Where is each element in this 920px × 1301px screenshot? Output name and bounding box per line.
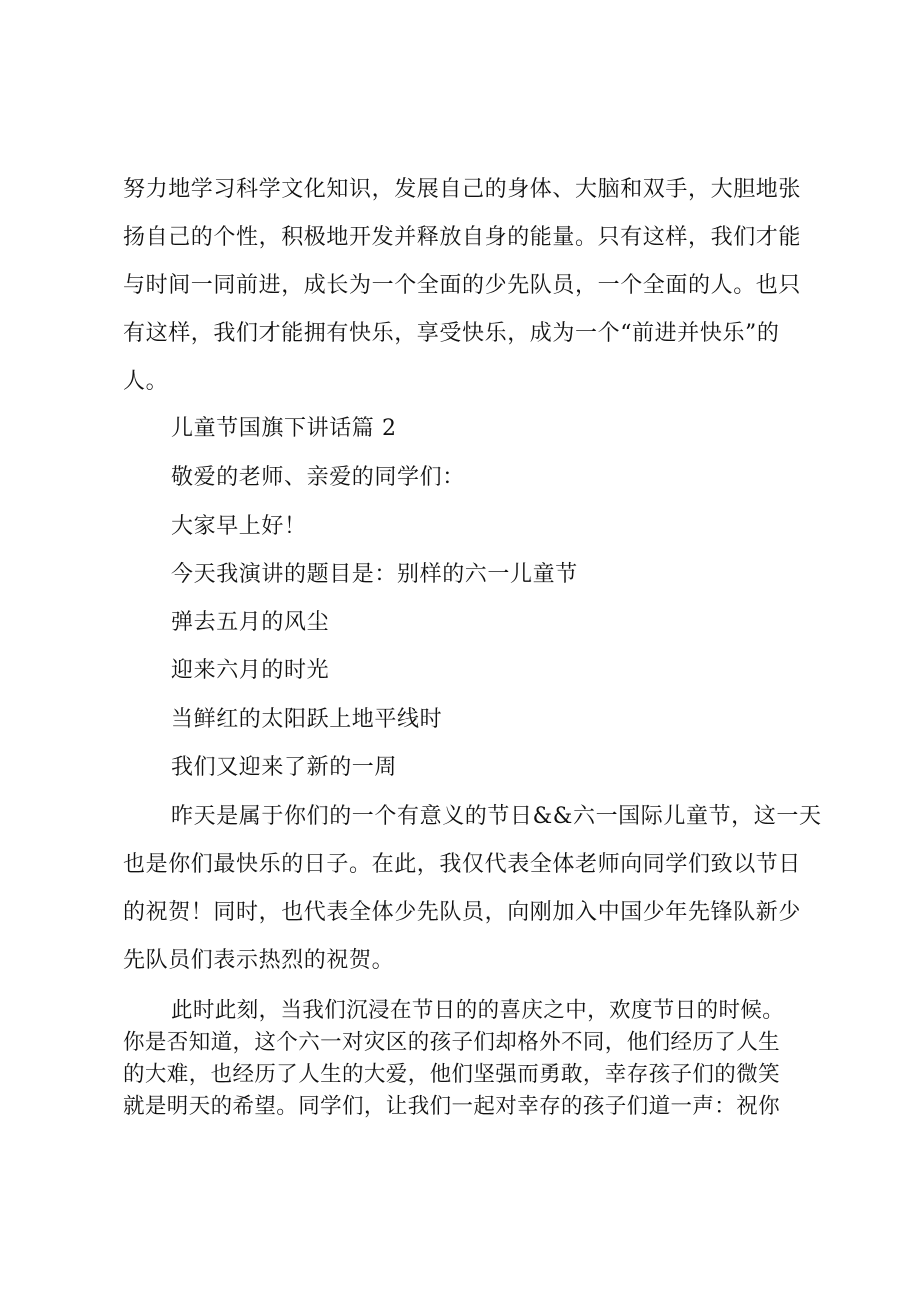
greeting: 大家早上好！ xyxy=(171,514,307,539)
poem-line: 弹去五月的风尘 xyxy=(171,610,330,635)
salutation: 敬爱的老师、亲爱的同学们： xyxy=(171,465,465,490)
poem-line: 迎来六月的时光 xyxy=(171,658,330,683)
speech-topic: 今天我演讲的题目是：别样的六一儿童节 xyxy=(171,562,578,587)
paragraph-line: 扬自己的个性，积极地开发并释放自身的能量。只有这样，我们才能 xyxy=(123,225,802,250)
paragraph-line: 的祝贺！同时，也代表全体少先队员，向刚加入中国少年先锋队新少 xyxy=(123,900,802,925)
paragraph-line: 有这样，我们才能拥有快乐，享受快乐，成为一个“前进并快乐”的 xyxy=(123,321,780,346)
section-heading: 儿童节国旗下讲话篇 2 xyxy=(171,416,397,441)
paragraph-line: 与时间一同前进，成长为一个全面的少先队员，一个全面的人。也只 xyxy=(123,273,802,298)
paragraph-line: 此时此刻，当我们沉浸在节日的的喜庆之中，欢度节日的时候。 xyxy=(171,998,785,1023)
paragraph-line: 努力地学习科学文化知识，发展自己的身体、大脑和双手，大胆地张 xyxy=(123,177,802,202)
paragraph-line: 昨天是属于你们的一个有意义的节日&&六一国际儿童节，这一天 xyxy=(171,804,822,829)
paragraph-line: 你是否知道，这个六一对灾区的孩子们却格外不同，他们经历了人生 xyxy=(123,1030,781,1055)
paragraph-line: 的大难，也经历了人生的大爱，他们坚强而勇敢，幸存孩子们的微笑 xyxy=(123,1062,781,1087)
paragraph-line: 也是你们最快乐的日子。在此，我仅代表全体老师向同学们致以节日 xyxy=(123,852,802,877)
paragraph-line: 先队员们表示热烈的祝贺。 xyxy=(123,948,395,973)
poem-line: 我们又迎来了新的一周 xyxy=(171,755,398,780)
paragraph-line: 就是明天的希望。同学们，让我们一起对幸存的孩子们道一声：祝你 xyxy=(123,1094,781,1119)
poem-line: 当鲜红的太阳跃上地平线时 xyxy=(171,707,443,732)
paragraph-line: 人。 xyxy=(123,369,169,394)
